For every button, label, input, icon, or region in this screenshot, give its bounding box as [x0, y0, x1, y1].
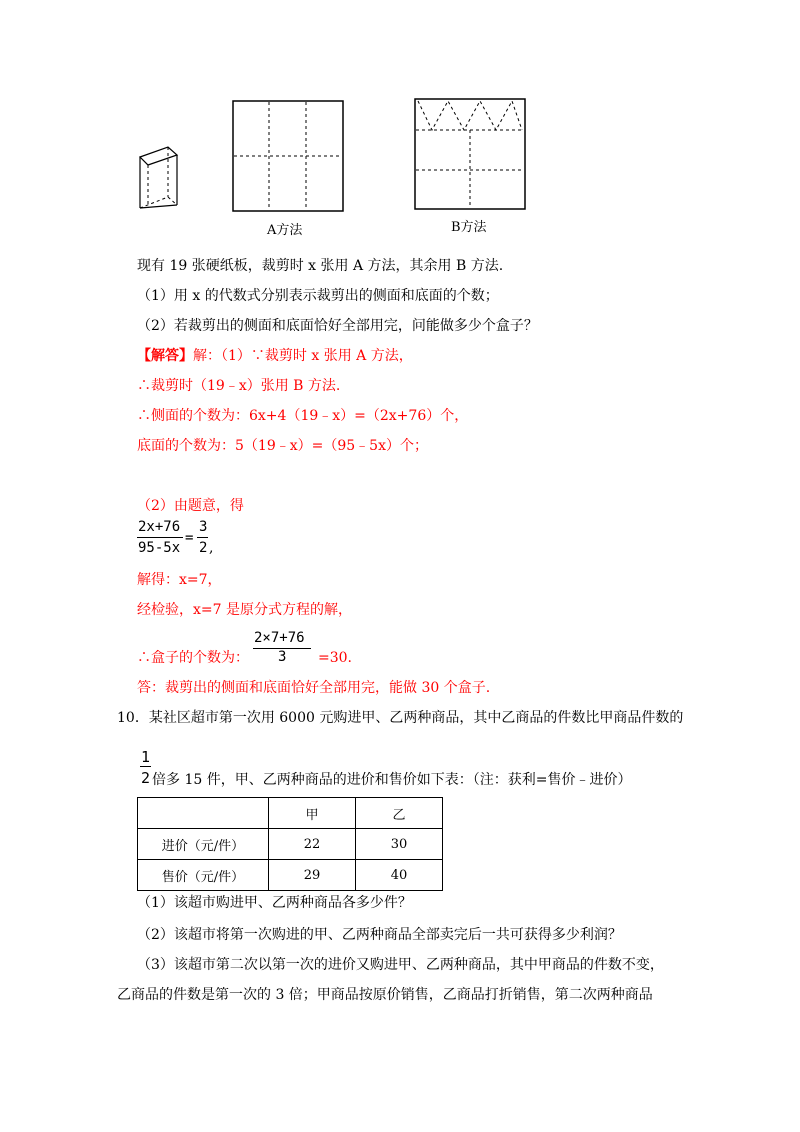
table-cell: 29: [269, 860, 356, 891]
equation-comma: ,: [209, 540, 214, 556]
answer-line-6: 解得：x=7，: [137, 572, 222, 588]
equation-equals: =: [185, 530, 194, 546]
table-row: [138, 860, 443, 891]
answer-line-5: （2）由题意，得: [137, 498, 244, 514]
method-b-figure: [414, 98, 526, 210]
price-table: [137, 797, 443, 891]
answer-tag: 【解答】: [137, 348, 193, 364]
problem10-fraction-bar: [140, 766, 151, 767]
answer-line-9: 答：裁剪出的侧面和底面恰好全部用完，能做 30 个盒子.: [137, 680, 491, 696]
method-b-caption: B方法: [451, 220, 487, 235]
box-count-numerator: 2×7+76: [254, 630, 305, 646]
table-row: [138, 829, 443, 860]
answer-line-8-suffix: =30.: [318, 650, 352, 666]
table-cell: 进价（元/件）: [138, 829, 269, 860]
table-header-cell: [138, 798, 269, 829]
problem10-question-3a: （3）该超市第二次以第一次的进价又购进甲、乙两种商品，其中甲商品的件数不变，: [137, 957, 664, 973]
problem10-question-3b: 乙商品的件数是第一次的 3 倍；甲商品按原价销售，乙商品打折销售，第二次两种商品: [117, 987, 653, 1003]
method-a-caption: A方法: [267, 223, 303, 238]
answer-line-3: ∴侧面的个数为：6x+4（19﹣x）=（2x+76）个，: [137, 408, 469, 424]
table-header-cell: 甲: [269, 798, 356, 829]
answer-line-1: [137, 346, 413, 366]
equation-rhs-bar: [197, 537, 208, 538]
equation-lhs-denominator: 95-5x: [138, 540, 181, 556]
problem9-question-1: （1）用 x 的代数式分别表示裁剪出的侧面和底面的个数；: [137, 288, 499, 304]
answer-line-7: 经检验，x=7 是原分式方程的解，: [137, 602, 352, 618]
answer-line-2: ∴裁剪时（19﹣x）张用 B 方法.: [137, 378, 341, 394]
problem10-question-2: （2）该超市将第一次购进的甲、乙两种商品全部卖完后一共可获得多少利润？: [137, 927, 622, 943]
method-a-figure: [232, 100, 344, 212]
answer-text-1: 解：（1）∵裁剪时 x 张用 A 方法，: [193, 348, 413, 364]
table-header-cell: 乙: [356, 798, 443, 829]
table-cell: 22: [269, 829, 356, 860]
prism-figure: [130, 135, 190, 215]
equation-lhs-numerator: 2x+76: [138, 519, 181, 535]
problem9-question-2: （2）若裁剪出的侧面和底面恰好全部用完，问能做多少个盒子？: [137, 318, 538, 334]
answer-line-8-prefix: ∴盒子的个数为：: [137, 650, 249, 666]
problem10-intro: 10．某社区超市第一次用 6000 元购进甲、乙两种商品，其中乙商品的件数比甲商品件数的: [117, 710, 684, 726]
problem10-fraction-numerator: 1: [141, 748, 151, 766]
table-header-row: [138, 798, 443, 829]
answer-line-4: 底面的个数为：5（19﹣x）=（95﹣5x）个；: [137, 438, 428, 454]
problem10-intro-2: 倍多 15 件，甲、乙两种商品的进价和售价如下表：（注：获利=售价﹣进价）: [152, 772, 632, 788]
equation-rhs-denominator: 2: [199, 540, 208, 556]
equation-lhs-bar: [137, 537, 183, 538]
equation-rhs-numerator: 3: [199, 519, 208, 535]
problem10-fraction-denominator: 2: [141, 769, 151, 787]
problem9-intro: 现有 19 张硬纸板，裁剪时 x 张用 A 方法，其余用 B 方法.: [137, 258, 504, 274]
box-count-denominator: 3: [278, 649, 287, 665]
problem10-question-1: （1）该超市购进甲、乙两种商品各多少件？: [137, 895, 412, 911]
table-cell: 40: [356, 860, 443, 891]
table-cell: 30: [356, 829, 443, 860]
table-cell: 售价（元/件）: [138, 860, 269, 891]
